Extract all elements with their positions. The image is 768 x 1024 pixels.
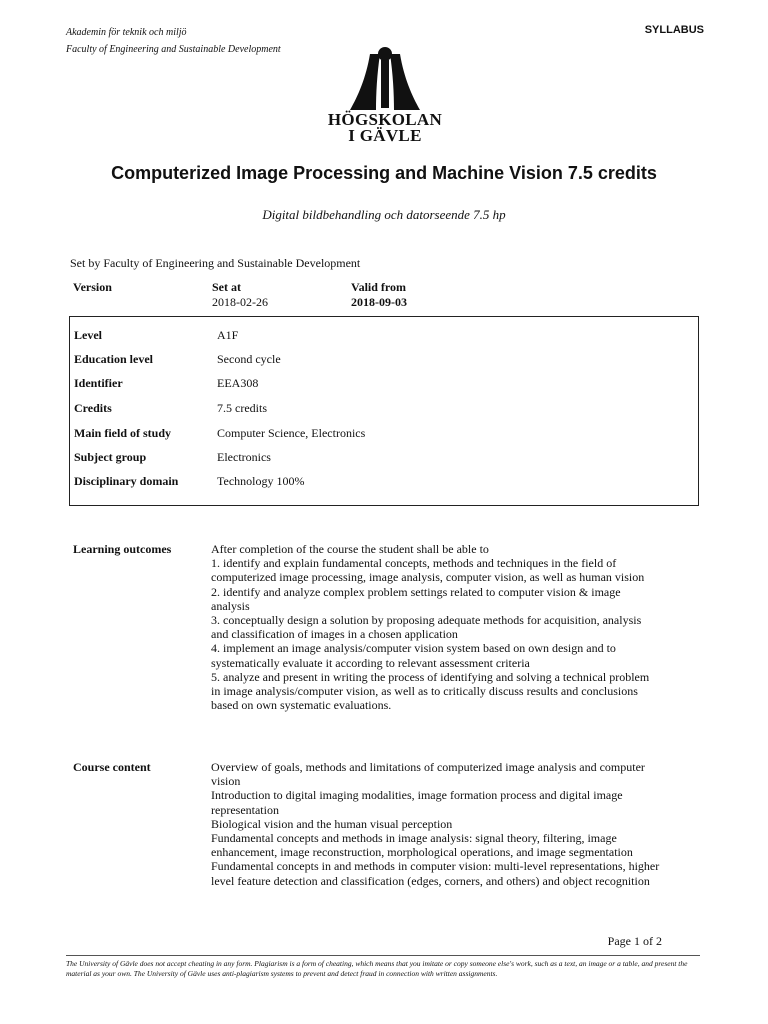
institution-header	[66, 24, 281, 58]
course-content-line: Fundamental concepts in and methods in computer vision: multi-level representations, higher	[211, 859, 660, 874]
course-title: Computerized Image Processing and Machine Vision 7.5 credits	[111, 163, 657, 183]
learning-outcomes-line: 1. identify and explain fundamental concepts, methods and techniques in the field of	[211, 556, 617, 571]
course-content-line: level feature detection and classification (edges, corners, and others) and object recognition	[211, 873, 650, 888]
course-content-line: vision	[211, 774, 241, 789]
course-content-line: Overview of goals, methods and limitations of computerized image analysis and computer	[211, 760, 645, 774]
info-value: 7.5 credits	[217, 401, 267, 415]
info-value: Second cycle	[217, 352, 281, 366]
institution-swedish: Akademin för teknik och miljö	[66, 27, 187, 38]
course-content-line: Fundamental concepts and methods in image analysis: signal theory, filtering, image	[211, 831, 617, 846]
learning-outcomes-line: analysis	[211, 598, 250, 613]
learning-outcomes-line: 3. conceptually design a solution by proposing adequate methods for acquisition, analysis	[211, 613, 642, 628]
learning-outcomes-line: based on own systematic evaluations.	[211, 698, 392, 713]
version-label: Version	[73, 280, 112, 294]
plagiarism-footer: The University of Gävle does not accept cheating in any form. Plagiarism is a form of cheating, which means that you imitate or copy someone else's work, such as a text, an image or a table, and present the material as your own. The University of Gävle uses anti-plagiarism systems to prevent and detect fraud in connection with written assignments.	[66, 955, 700, 979]
info-value: Technology 100%	[217, 474, 305, 488]
info-label: Level	[74, 328, 102, 342]
course-content-body	[211, 760, 701, 888]
page-number: Page 1 of 2	[607, 934, 662, 948]
info-label: Disciplinary domain	[74, 474, 179, 488]
university-emblem-icon	[348, 44, 422, 110]
info-label: Main field of study	[74, 426, 172, 440]
course-subtitle: Digital bildbehandling och datorseende 7.5 hp	[262, 207, 506, 222]
university-logo	[318, 44, 452, 150]
document-type: SYLLABUS	[644, 24, 704, 36]
info-label: Credits	[74, 401, 112, 415]
learning-outcomes-line: in image analysis/computer vision, as well as to critically discuss results and conclusions	[211, 684, 638, 699]
info-value: Computer Science, Electronics	[217, 426, 366, 440]
info-label: Subject group	[74, 450, 147, 464]
course-content-line: representation	[211, 802, 279, 817]
learning-outcomes-line: After completion of the course the student shall be able to	[211, 542, 489, 556]
learning-outcomes-line: 5. analyze and present in writing the process of identifying and solving a technical problem	[211, 669, 650, 684]
learning-outcomes-line: 4. implement an image analysis/computer vision system based on own design and to	[211, 641, 616, 656]
valid-from-value: 2018-09-03	[351, 295, 407, 309]
learning-outcomes-line: computerized image processing, image analysis, computer vision, as well as human vision	[211, 570, 645, 585]
learning-outcomes-body	[211, 542, 701, 712]
course-content-line: Biological vision and the human visual perception	[211, 816, 453, 831]
set-at-label: Set at	[212, 280, 241, 294]
course-info-box	[69, 316, 699, 506]
info-value: Electronics	[217, 450, 271, 464]
course-content-label: Course content	[73, 760, 151, 774]
logo-wordmark	[318, 112, 452, 144]
info-label: Identifier	[74, 376, 123, 390]
logo-line-1: HÖGSKOLAN	[327, 110, 443, 129]
learning-outcomes-line: systematically evaluate it according to relevant assessment criteria	[211, 655, 530, 670]
learning-outcomes-label: Learning outcomes	[73, 542, 172, 556]
institution-english: Faculty of Engineering and Sustainable Development	[66, 44, 281, 55]
learning-outcomes-line: and classification of images in a chosen application	[211, 627, 458, 642]
course-content-line: enhancement, image reconstruction, morphological operations, and image segmentation	[211, 845, 633, 860]
set-by-text: Set by Faculty of Engineering and Sustainable Development	[70, 256, 361, 270]
info-label: Education level	[74, 352, 154, 366]
info-value: A1F	[217, 328, 239, 342]
info-value: EEA308	[217, 376, 259, 390]
course-content-line: Introduction to digital imaging modalities, image formation process and digital image	[211, 788, 623, 803]
learning-outcomes-line: 2. identify and analyze complex problem settings related to computer vision & image	[211, 584, 621, 599]
valid-from-label: Valid from	[351, 280, 407, 294]
set-at-value: 2018-02-26	[212, 295, 268, 309]
logo-line-2: I GÄVLE	[348, 126, 422, 145]
